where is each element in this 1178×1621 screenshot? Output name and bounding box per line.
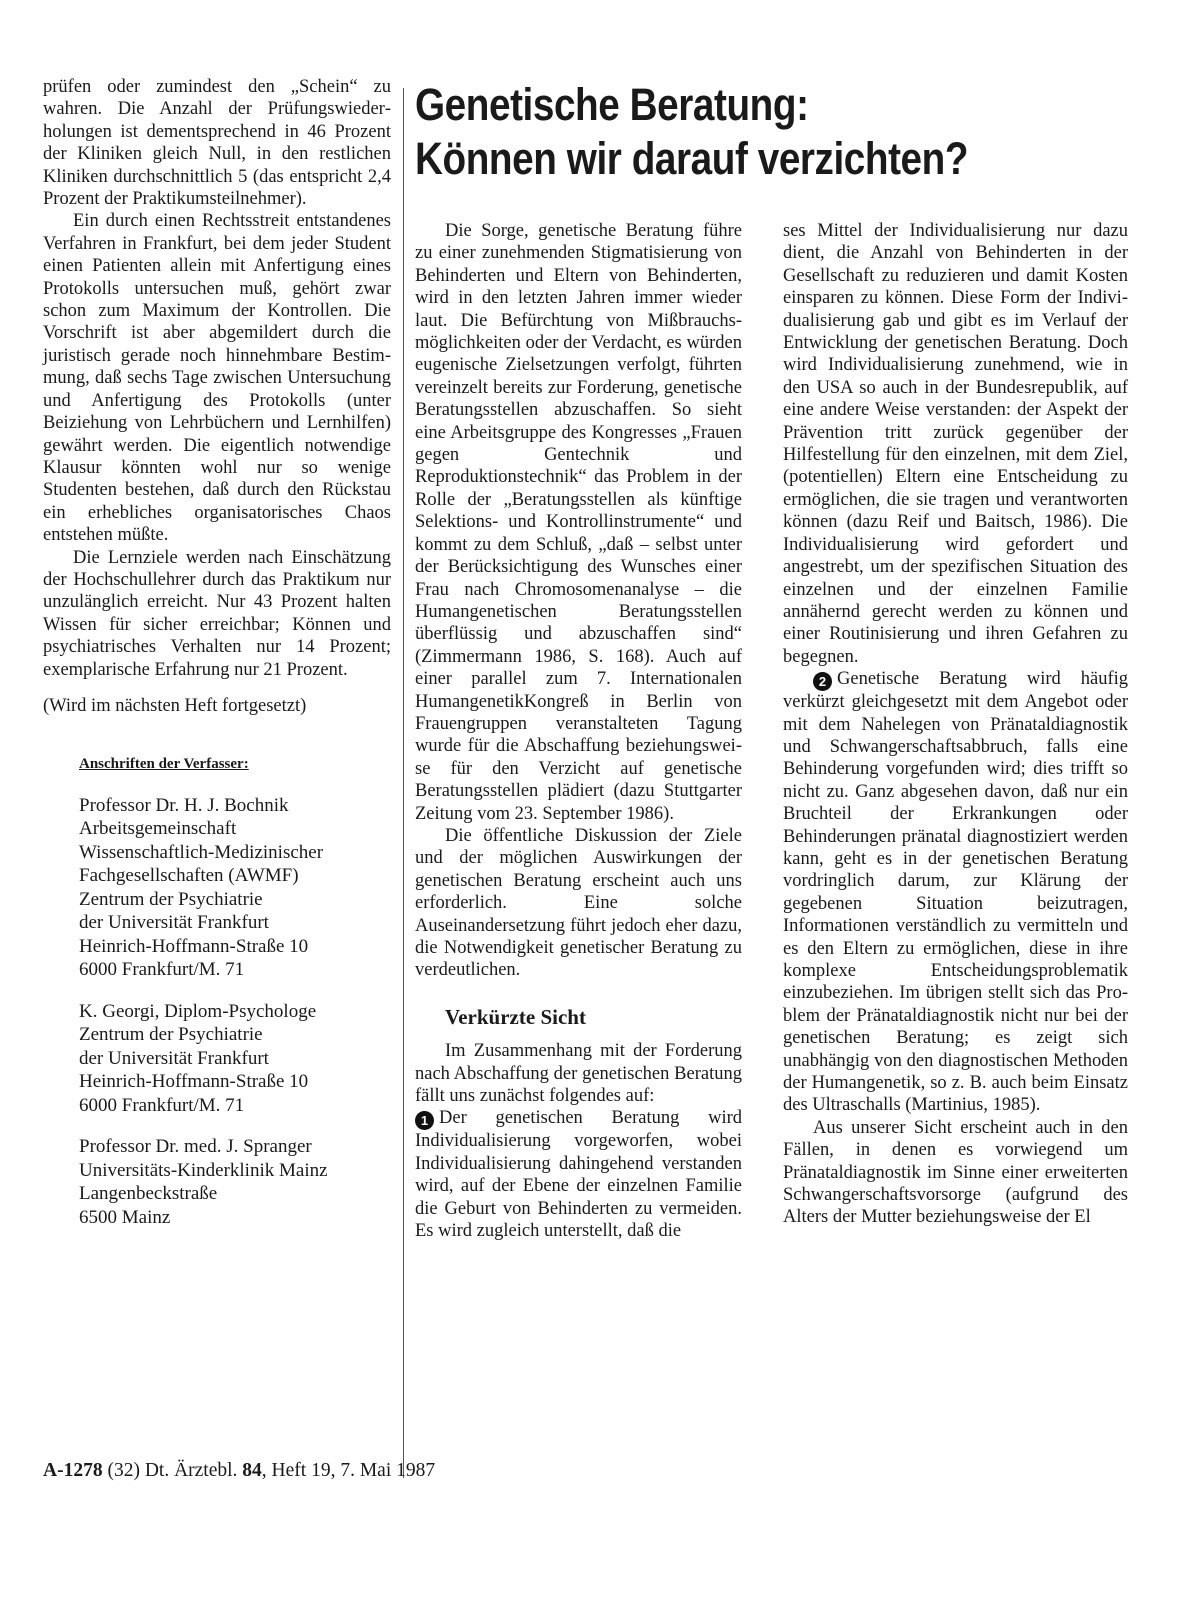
address-line: der Universität Frankfurt xyxy=(79,912,269,934)
page-footer xyxy=(43,1460,435,1482)
addresses-heading: Anschriften der Verfasser: xyxy=(79,756,249,773)
volume-number: 84 xyxy=(242,1460,262,1481)
address-line: Fachgesellschaften (AWMF) xyxy=(79,865,299,887)
number-one-badge-icon: 1 xyxy=(415,1111,434,1130)
issue-suffix: , Heft 19, 7. Mai 1987 xyxy=(261,1460,436,1481)
headline-line-2: Können wir darauf verzichten? xyxy=(415,133,969,184)
address-line: 6000 Frankfurt/M. 71 xyxy=(79,959,245,981)
paragraph: Die Sorge, genetische Beratung führe zu einer zunehmenden Stigmatisierung von Behinderten und Eltern von Behinderten, wird in den letzten Jahren immer wieder laut. Die Befürchtung von Mißbrauchsmöglichkeiten oder der Verdacht, es würden eugenische Zielsetzungen verfolgt, führten vereinzelt bereits zur Forderung, genetische Beratungsstellen abzuschaffen. So sieht eine Arbeitsgruppe des Kongresses „Frauen gegen Gentechnik und Reproduktionstechnik“ das Problem in der Rolle der „Beratungsstellen als künftige Selektions- und Kontrollinstrumente“ und kommt zu dem Schluß, „daß – selbst unter der Berücksichtigung des Wunsches einer Frau nach Chromosomenanalyse – die Humangenetischen Beratungsstellen überflüssig und abzuschaffen sind“ (Zimmermann 1986, S. 168). Auch auf einer parallel zum 7. Internationalen HumangenetikKongreß in Berlin von Frauengruppen veranstalteten Tagung wurde für die Abschaffung beziehungsweise für den Verzicht auf genetische Beratungsstellen plädiert (dazu Stuttgarter Zeitung vom 23. September 1986). xyxy=(415,221,742,824)
number-two-badge-icon: 2 xyxy=(813,672,832,691)
address-line: 6500 Mainz xyxy=(79,1206,171,1228)
address-line: Professor Dr. H. J. Bochnik xyxy=(79,794,289,816)
paragraph: Die öffentliche Diskussion der Ziele und der möglichen Auswirkungen der genetischen Beratung erscheint auch uns erforderlich. Eine solche Auseinandersetzung führt jedoch eher dazu, die Notwendigkeit genetischer Beratung zu verdeutlichen. xyxy=(415,825,742,981)
address-line: Langenbeckstraße xyxy=(79,1183,218,1205)
right-column xyxy=(783,220,1128,1229)
paragraph: ses Mittel der Individualisierung nur dazu dient, die Anzahl von Behinderten in der Gesellschaft zu reduzieren und damit Kosten einsparen zu können. Diese Form der Individualisierung gab und gibt es im Verlauf der Entwicklung der genetischen Beratung. Doch wird Individualisierung zunehmend, wie in den USA so auch in der Bundesrepublik, auf eine andere Weise verstanden: der Aspekt der Prävention tritt zurück gegenüber der Hilfestellung für den einzelnen, mit dem Ziel, (potentiellen) Eltern eine Entscheidung zu ermöglichen, die sie tragen und verantworten können (dazu Reif und Baitsch, 1986). Die Individualisierung wird gefordert und angestrebt, um der spezifischen Situation des einzelnen und der einzelnen Familie annähernd gerecht werden zu können und einer Routinisierung und ihren Gefahren zu begegnen. xyxy=(783,221,1128,667)
address-line: Professor Dr. med. J. Spranger xyxy=(79,1136,312,1158)
headline-line-1: Genetische Beratung: xyxy=(415,79,809,130)
paragraph: Die Lernziele werden nach Einschätzung der Hochschullehrer durch das Praktikum nur unzulänglich erreicht. Nur 43 Prozent halten Wissen für sicher erreichbar; Können und psychiatrisches Verhalten nur 14 Prozent; exemplarische Erfahrung nur 21 Prozent. xyxy=(43,547,391,680)
address-line: 6000 Frankfurt/M. 71 xyxy=(79,1094,245,1116)
paragraph: Aus unserer Sicht erscheint auch in den Fällen, in denen es vorwiegend um Pränataldiagnostik im Sinne einer erweiterten Schwangerschaftsvorsorge (aufgrund des Alters der Mutter beziehungsweise der El xyxy=(783,1117,1128,1228)
headline xyxy=(415,78,1043,186)
address-line: Heinrich-Hoffmann-Straße 10 xyxy=(79,935,309,957)
page-number: A-1278 xyxy=(43,1460,103,1481)
address-line: Heinrich-Hoffmann-Straße 10 xyxy=(79,1071,309,1093)
address-line: Zentrum der Psychiatrie xyxy=(79,1024,263,1046)
column-rule xyxy=(403,88,404,1478)
paragraph-text: Genetische Beratung wird häufig verkürzt gleichgesetzt mit dem Angebot oder mit dem Nahelegen von Pränataldiagnostik und Schwangerschaftsabbruch, falls eine Behinderung vorgefunden wird; dies trifft so nicht zu. Ganz abgesehen davon, daß nur ein Bruchteil der Erkrankungen oder Behinderungen pränatal diagnostiziert werden kann, geht es in der genetischen Beratung vordringlich darum, zur Klärung der gegebenen Situation beizutragen, Informationen verständlich zu vermitteln und es den Eltern zu ermöglichen, diese in ihre komplexe Entscheidungsproblematik einzubeziehen. Im übrigen stellt sich das Problem der Pränataldiagnostik nicht nur bei der genetischen Beratung; es zeigt sich unabhängig von den diagnostischen Methoden der Humangenetik, so z. B. auch beim Einsatz des Ultraschalls (Martinius, 1985). xyxy=(783,669,1128,1116)
address-block xyxy=(79,1000,391,1118)
paragraph-text: Der genetischen Beratung wird Individualisierung vorgeworfen, wobei Individualisierung dahingehend verstanden wird, auf der Ebene der einzelnen Familie die Geburt von Behinderten zu vermeiden. Es wird zugleich unterstellt, daß die xyxy=(415,1108,742,1242)
left-column xyxy=(43,76,391,1229)
issue-prefix: (32) Dt. Ärztebl. xyxy=(107,1460,238,1481)
address-block xyxy=(79,1135,391,1229)
address-line: der Universität Frankfurt xyxy=(79,1047,269,1069)
continued-note: (Wird im nächsten Heft fortgesetzt) xyxy=(43,695,307,716)
paragraph xyxy=(783,668,1128,1117)
middle-column xyxy=(415,220,742,1242)
address-line: Zentrum der Psychiatrie xyxy=(79,888,263,910)
section-subheading: Verkürzte Sicht xyxy=(445,1004,586,1029)
address-line: Arbeitsgemeinschaft xyxy=(79,818,237,840)
address-line: Wissenschaftlich-Medizinischer xyxy=(79,841,324,863)
address-line: Universitäts-Kinderklinik Mainz xyxy=(79,1159,328,1181)
paragraph: Im Zusammenhang mit der Forderung nach Abschaffung der genetischen Beratung fällt uns zunächst folgendes auf: xyxy=(415,1041,742,1107)
paragraph xyxy=(415,1107,742,1242)
address-line: K. Georgi, Diplom-Psychologe xyxy=(79,1000,317,1022)
address-block xyxy=(79,794,391,982)
paragraph: Ein durch einen Rechtsstreit entstandenes Verfahren in Frankfurt, bei dem jeder Student einen Patienten allein mit Anfertigung eines Protokolls untersuchen muß, gehört zwar schon zum Maximum der Kontrollen. Die Vorschrift ist aber abgemildert durch die juristisch gerade noch hinnehmbare Bestimmung, daß sechs Tage zwischen Untersuchung und Anfertigung des Protokolls (unter Beiziehung von Lehrbüchern und Lernhilfen) gewährt werden. Die eigentlich notwendige Klausur könnten wohl nur so wenige Studenten bestehen, daß durch den Rückstau ein erhebliches organisatorisches Chaos entstehen müßte. xyxy=(43,211,391,546)
paragraph: prüfen oder zumindest den „Schein“ zu wahren. Die Anzahl der Prüfungswiederholungen ist dementsprechend in 46 Prozent der Kliniken gleich Null, in den restlichen Kliniken durchschnittlich 5 (das entspricht 2,4 Prozent der Praktikumsteilnehmer). xyxy=(43,77,391,210)
